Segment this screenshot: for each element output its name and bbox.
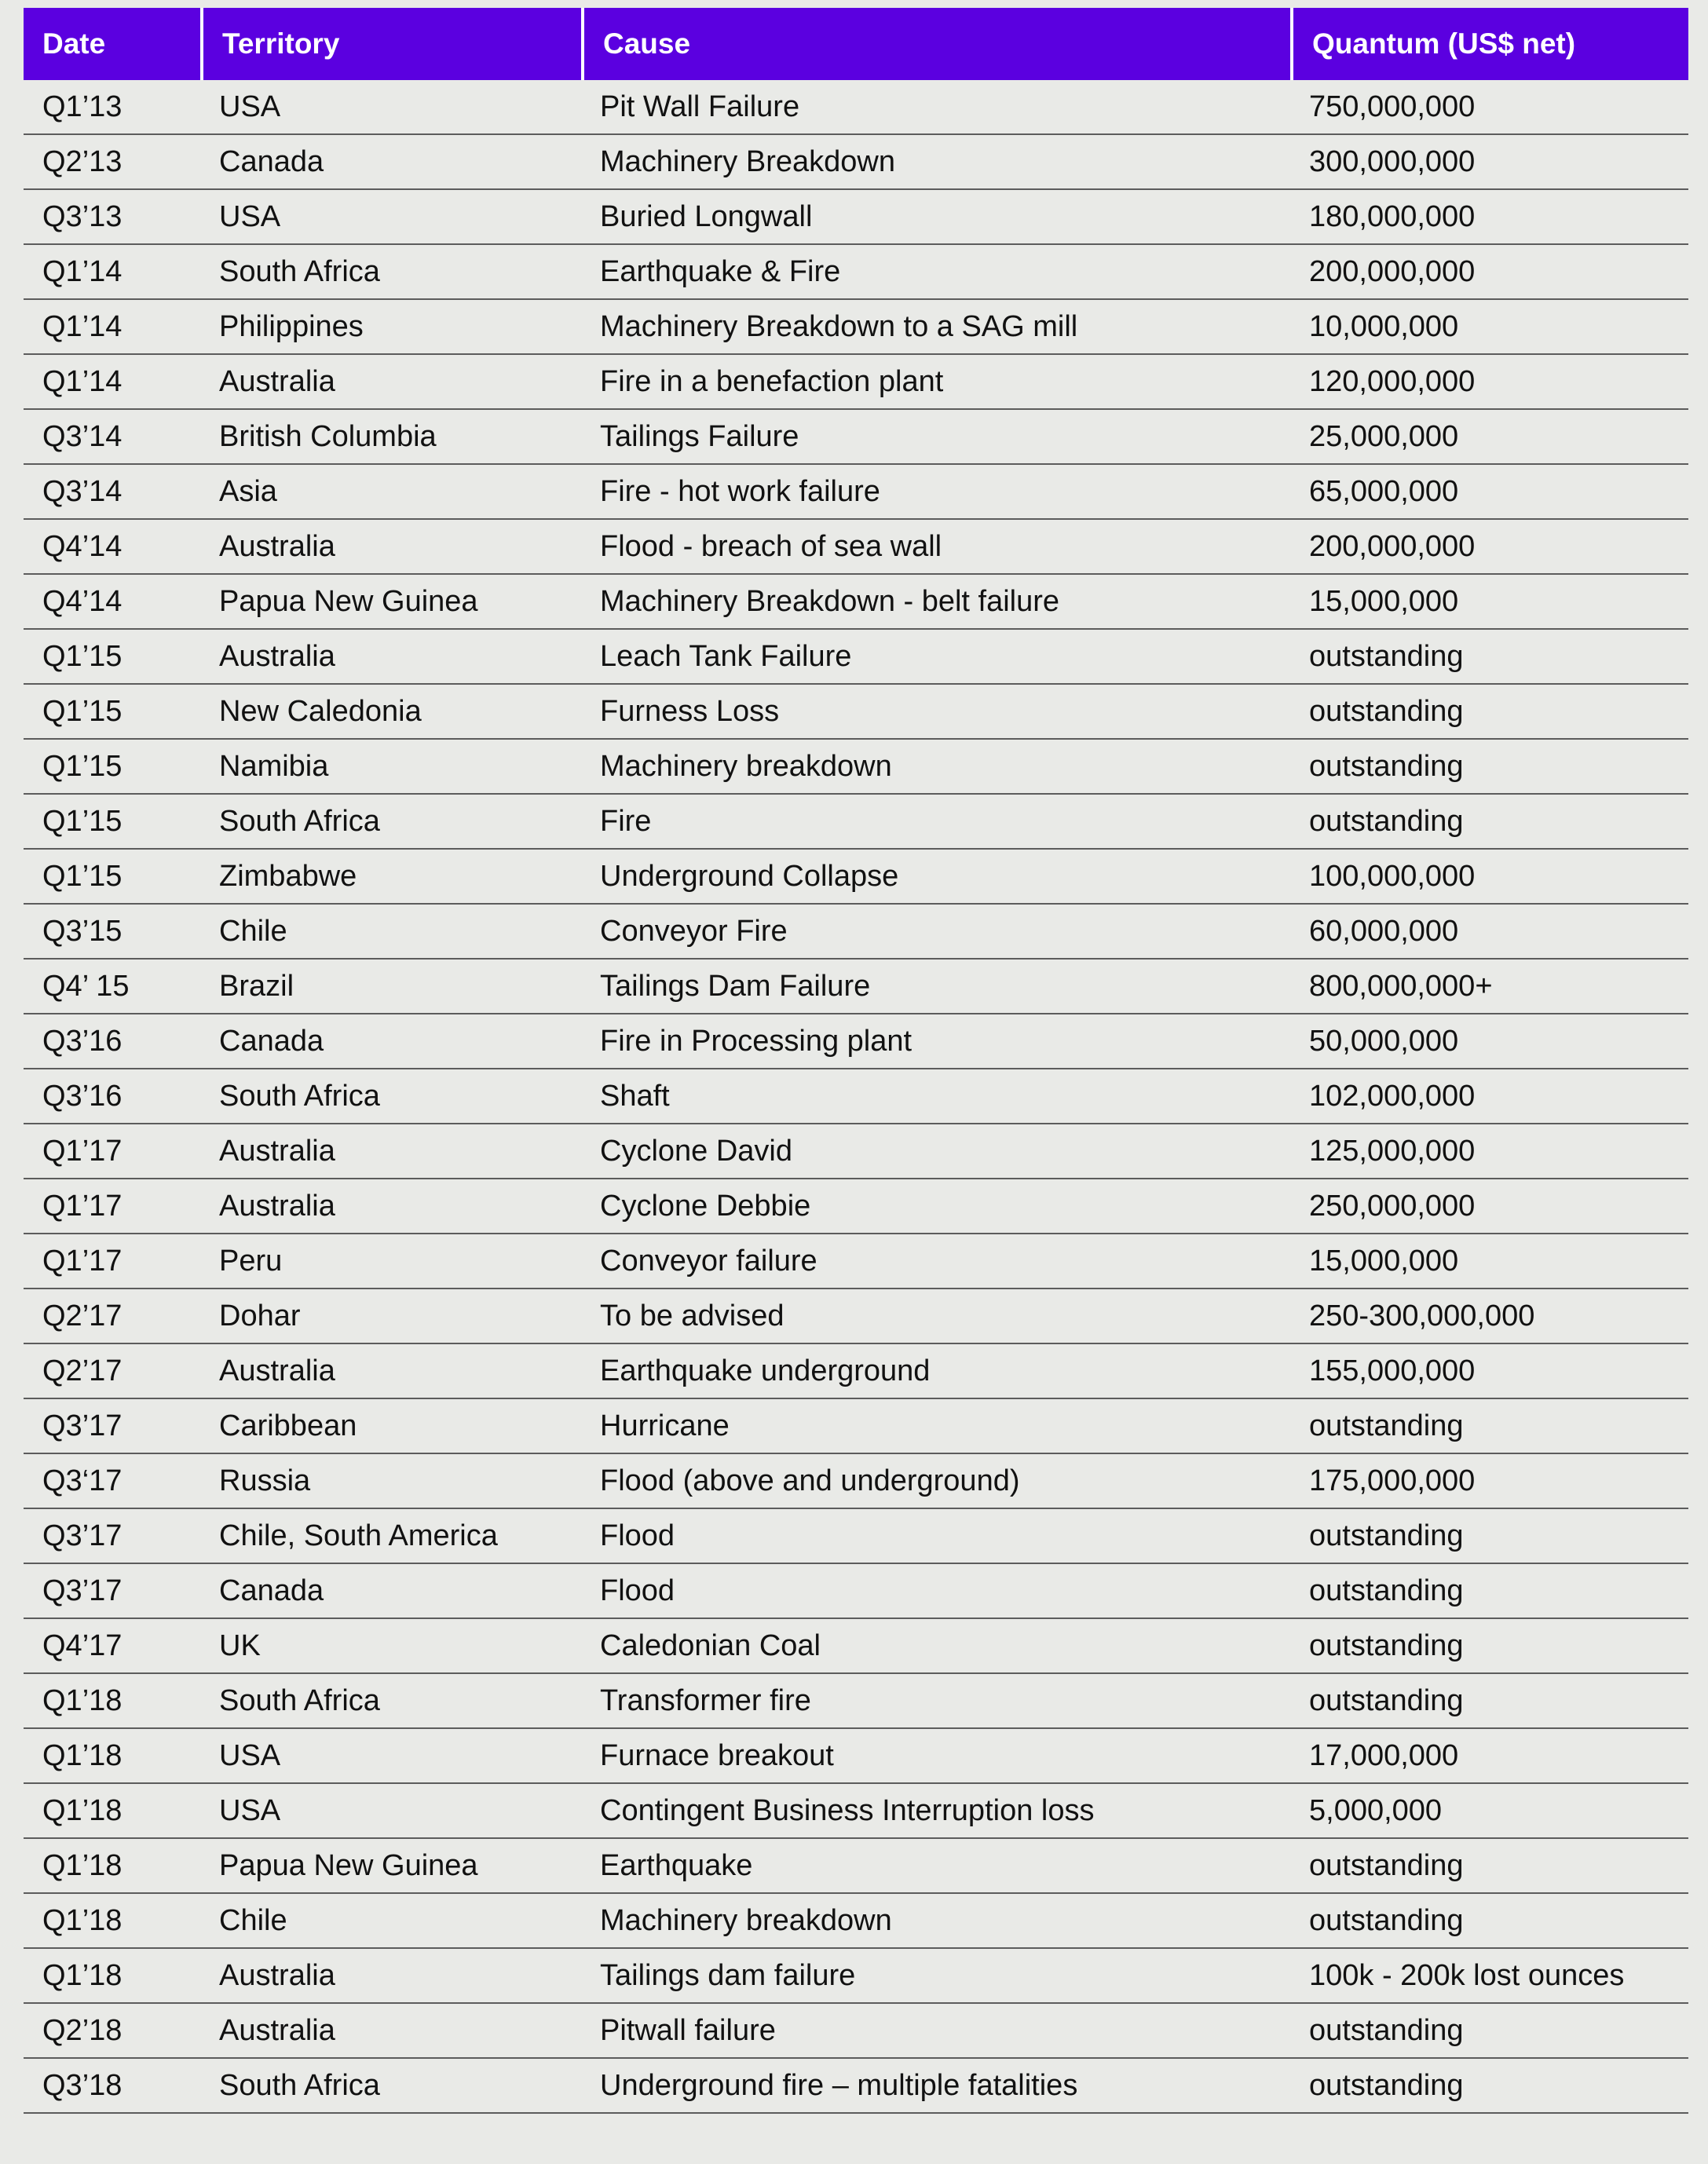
cell-date: Q2’13 — [24, 135, 200, 190]
cell-territory: South Africa — [200, 245, 581, 300]
cell-cause: Buried Longwall — [581, 190, 1290, 245]
table-row — [24, 905, 1688, 960]
table-row — [24, 850, 1688, 905]
cell-quantum: 250,000,000 — [1290, 1179, 1688, 1234]
cell-quantum: outstanding — [1290, 1509, 1688, 1564]
table-row — [24, 1894, 1688, 1949]
table-row — [24, 410, 1688, 465]
cell-cause: Leach Tank Failure — [581, 630, 1290, 685]
cell-date: Q1’15 — [24, 795, 200, 850]
cell-cause: Hurricane — [581, 1399, 1290, 1454]
cell-date: Q4’14 — [24, 520, 200, 575]
table-row — [24, 575, 1688, 630]
cell-quantum: outstanding — [1290, 685, 1688, 740]
cell-cause: Tailings Dam Failure — [581, 960, 1290, 1014]
cell-quantum: 65,000,000 — [1290, 465, 1688, 520]
cell-quantum: 180,000,000 — [1290, 190, 1688, 245]
cell-date: Q2’17 — [24, 1289, 200, 1344]
cell-date: Q1’14 — [24, 300, 200, 355]
cell-cause: Cyclone David — [581, 1124, 1290, 1179]
cell-quantum: 155,000,000 — [1290, 1344, 1688, 1399]
cell-cause: Machinery Breakdown to a SAG mill — [581, 300, 1290, 355]
cell-date: Q4’14 — [24, 575, 200, 630]
table-header — [24, 8, 1688, 80]
cell-cause: Machinery Breakdown - belt failure — [581, 575, 1290, 630]
table-row — [24, 520, 1688, 575]
cell-territory: Philippines — [200, 300, 581, 355]
cell-territory: Russia — [200, 1454, 581, 1509]
cell-date: Q3’18 — [24, 2059, 200, 2114]
cell-quantum: 200,000,000 — [1290, 520, 1688, 575]
cell-territory: Canada — [200, 1014, 581, 1069]
cell-date: Q3’13 — [24, 190, 200, 245]
cell-cause: Flood (above and underground) — [581, 1454, 1290, 1509]
table-row — [24, 1289, 1688, 1344]
cell-date: Q1’15 — [24, 850, 200, 905]
cell-cause: Flood — [581, 1564, 1290, 1619]
cell-quantum: outstanding — [1290, 740, 1688, 795]
cell-cause: Pitwall failure — [581, 2004, 1290, 2059]
cell-quantum: 200,000,000 — [1290, 245, 1688, 300]
cell-cause: Earthquake & Fire — [581, 245, 1290, 300]
cell-cause: Machinery breakdown — [581, 740, 1290, 795]
cell-cause: Tailings Failure — [581, 410, 1290, 465]
cell-territory: South Africa — [200, 2059, 581, 2114]
cell-territory: Canada — [200, 1564, 581, 1619]
cell-territory: UK — [200, 1619, 581, 1674]
cell-territory: Caribbean — [200, 1399, 581, 1454]
cell-quantum: 300,000,000 — [1290, 135, 1688, 190]
cell-quantum: outstanding — [1290, 1564, 1688, 1619]
table-row — [24, 1179, 1688, 1234]
table-row — [24, 960, 1688, 1014]
cell-cause: Cyclone Debbie — [581, 1179, 1290, 1234]
cell-quantum: 100k - 200k lost ounces — [1290, 1949, 1688, 2004]
cell-cause: Furness Loss — [581, 685, 1290, 740]
cell-quantum: 125,000,000 — [1290, 1124, 1688, 1179]
cell-quantum: 102,000,000 — [1290, 1069, 1688, 1124]
table-row — [24, 1619, 1688, 1674]
table-row — [24, 1454, 1688, 1509]
cell-date: Q1’18 — [24, 1674, 200, 1729]
cell-quantum: outstanding — [1290, 1399, 1688, 1454]
cell-quantum: 750,000,000 — [1290, 80, 1688, 135]
table-row — [24, 1674, 1688, 1729]
table-row — [24, 1399, 1688, 1454]
cell-quantum: 175,000,000 — [1290, 1454, 1688, 1509]
cell-cause: Fire in a benefaction plant — [581, 355, 1290, 410]
table-row — [24, 1124, 1688, 1179]
cell-date: Q1’17 — [24, 1124, 200, 1179]
table-row — [24, 80, 1688, 135]
cell-territory: Dohar — [200, 1289, 581, 1344]
cell-territory: Asia — [200, 465, 581, 520]
cell-date: Q1’14 — [24, 355, 200, 410]
cell-quantum: 800,000,000+ — [1290, 960, 1688, 1014]
cell-cause: Conveyor Fire — [581, 905, 1290, 960]
cell-cause: Flood — [581, 1509, 1290, 1564]
cell-date: Q3’17 — [24, 1564, 200, 1619]
table-row — [24, 1784, 1688, 1839]
cell-date: Q3‘17 — [24, 1454, 200, 1509]
cell-quantum: 50,000,000 — [1290, 1014, 1688, 1069]
cell-date: Q1’17 — [24, 1234, 200, 1289]
table-row — [24, 1069, 1688, 1124]
cell-date: Q3’16 — [24, 1014, 200, 1069]
table-row — [24, 2004, 1688, 2059]
cell-quantum: 120,000,000 — [1290, 355, 1688, 410]
cell-territory: Papua New Guinea — [200, 1839, 581, 1894]
cell-territory: South Africa — [200, 795, 581, 850]
cell-territory: USA — [200, 190, 581, 245]
cell-quantum: outstanding — [1290, 1839, 1688, 1894]
cell-cause: Contingent Business Interruption loss — [581, 1784, 1290, 1839]
cell-date: Q4’ 15 — [24, 960, 200, 1014]
cell-date: Q4’17 — [24, 1619, 200, 1674]
losses-table-container — [24, 8, 1688, 2114]
cell-date: Q1’18 — [24, 1949, 200, 2004]
cell-cause: Fire - hot work failure — [581, 465, 1290, 520]
table-row — [24, 1729, 1688, 1784]
table-row — [24, 1509, 1688, 1564]
cell-date: Q1’15 — [24, 685, 200, 740]
cell-territory: USA — [200, 80, 581, 135]
cell-cause: Machinery Breakdown — [581, 135, 1290, 190]
cell-cause: Flood - breach of sea wall — [581, 520, 1290, 575]
cell-territory: Canada — [200, 135, 581, 190]
cell-territory: Australia — [200, 2004, 581, 2059]
cell-territory: Australia — [200, 1344, 581, 1399]
cell-territory: Chile — [200, 1894, 581, 1949]
cell-territory: Namibia — [200, 740, 581, 795]
cell-date: Q1’18 — [24, 1784, 200, 1839]
cell-territory: USA — [200, 1784, 581, 1839]
cell-quantum: 10,000,000 — [1290, 300, 1688, 355]
cell-date: Q1’14 — [24, 245, 200, 300]
cell-territory: Zimbabwe — [200, 850, 581, 905]
cell-territory: Australia — [200, 520, 581, 575]
table-row — [24, 135, 1688, 190]
table-row — [24, 1839, 1688, 1894]
cell-territory: Australia — [200, 1179, 581, 1234]
cell-quantum: outstanding — [1290, 1619, 1688, 1674]
cell-territory: USA — [200, 1729, 581, 1784]
table-row — [24, 1949, 1688, 2004]
cell-date: Q2’18 — [24, 2004, 200, 2059]
cell-quantum: 17,000,000 — [1290, 1729, 1688, 1784]
table-body — [24, 80, 1688, 2114]
table-row — [24, 465, 1688, 520]
cell-date: Q1’13 — [24, 80, 200, 135]
cell-cause: Transformer fire — [581, 1674, 1290, 1729]
cell-quantum: outstanding — [1290, 630, 1688, 685]
cell-quantum: outstanding — [1290, 795, 1688, 850]
cell-cause: To be advised — [581, 1289, 1290, 1344]
table-row — [24, 1564, 1688, 1619]
cell-territory: South Africa — [200, 1674, 581, 1729]
cell-quantum: 60,000,000 — [1290, 905, 1688, 960]
cell-territory: Papua New Guinea — [200, 575, 581, 630]
cell-cause: Shaft — [581, 1069, 1290, 1124]
cell-cause: Machinery breakdown — [581, 1894, 1290, 1949]
table-row — [24, 245, 1688, 300]
cell-date: Q3’16 — [24, 1069, 200, 1124]
column-header-quantum: Quantum (US$ net) — [1290, 8, 1688, 80]
cell-quantum: 100,000,000 — [1290, 850, 1688, 905]
cell-quantum: 5,000,000 — [1290, 1784, 1688, 1839]
cell-quantum: outstanding — [1290, 2004, 1688, 2059]
table-row — [24, 355, 1688, 410]
table-row — [24, 795, 1688, 850]
cell-quantum: 250-300,000,000 — [1290, 1289, 1688, 1344]
cell-quantum: 25,000,000 — [1290, 410, 1688, 465]
cell-date: Q2’17 — [24, 1344, 200, 1399]
cell-date: Q3’17 — [24, 1399, 200, 1454]
cell-territory: New Caledonia — [200, 685, 581, 740]
cell-cause: Caledonian Coal — [581, 1619, 1290, 1674]
cell-quantum: outstanding — [1290, 2059, 1688, 2114]
cell-territory: Australia — [200, 1949, 581, 2004]
cell-territory: Australia — [200, 630, 581, 685]
cell-quantum: outstanding — [1290, 1894, 1688, 1949]
table-row — [24, 190, 1688, 245]
cell-territory: Chile — [200, 905, 581, 960]
cell-territory: Peru — [200, 1234, 581, 1289]
table-row — [24, 1014, 1688, 1069]
cell-quantum: 15,000,000 — [1290, 575, 1688, 630]
cell-territory: South Africa — [200, 1069, 581, 1124]
cell-quantum: 15,000,000 — [1290, 1234, 1688, 1289]
table-row — [24, 2059, 1688, 2114]
cell-quantum: outstanding — [1290, 1674, 1688, 1729]
cell-territory: Brazil — [200, 960, 581, 1014]
cell-date: Q3’14 — [24, 410, 200, 465]
cell-territory: Chile, South America — [200, 1509, 581, 1564]
table-row — [24, 300, 1688, 355]
cell-cause: Pit Wall Failure — [581, 80, 1290, 135]
cell-date: Q3’14 — [24, 465, 200, 520]
cell-cause: Fire in Processing plant — [581, 1014, 1290, 1069]
column-header-territory: Territory — [200, 8, 581, 80]
cell-date: Q1’18 — [24, 1894, 200, 1949]
column-header-cause: Cause — [581, 8, 1290, 80]
cell-cause: Earthquake underground — [581, 1344, 1290, 1399]
table-row — [24, 630, 1688, 685]
cell-cause: Furnace breakout — [581, 1729, 1290, 1784]
column-header-date: Date — [24, 8, 200, 80]
table-row — [24, 685, 1688, 740]
cell-cause: Conveyor failure — [581, 1234, 1290, 1289]
cell-date: Q1’15 — [24, 740, 200, 795]
cell-cause: Underground Collapse — [581, 850, 1290, 905]
cell-date: Q1’17 — [24, 1179, 200, 1234]
cell-date: Q3’15 — [24, 905, 200, 960]
cell-territory: Australia — [200, 1124, 581, 1179]
losses-table — [24, 8, 1688, 2114]
table-header-row — [24, 8, 1688, 80]
cell-cause: Earthquake — [581, 1839, 1290, 1894]
cell-territory: Australia — [200, 355, 581, 410]
cell-date: Q1’18 — [24, 1839, 200, 1894]
table-row — [24, 1344, 1688, 1399]
cell-date: Q1’15 — [24, 630, 200, 685]
cell-date: Q3’17 — [24, 1509, 200, 1564]
cell-cause: Fire — [581, 795, 1290, 850]
table-row — [24, 1234, 1688, 1289]
table-row — [24, 740, 1688, 795]
cell-territory: British Columbia — [200, 410, 581, 465]
cell-cause: Tailings dam failure — [581, 1949, 1290, 2004]
cell-date: Q1’18 — [24, 1729, 200, 1784]
cell-cause: Underground fire – multiple fatalities — [581, 2059, 1290, 2114]
